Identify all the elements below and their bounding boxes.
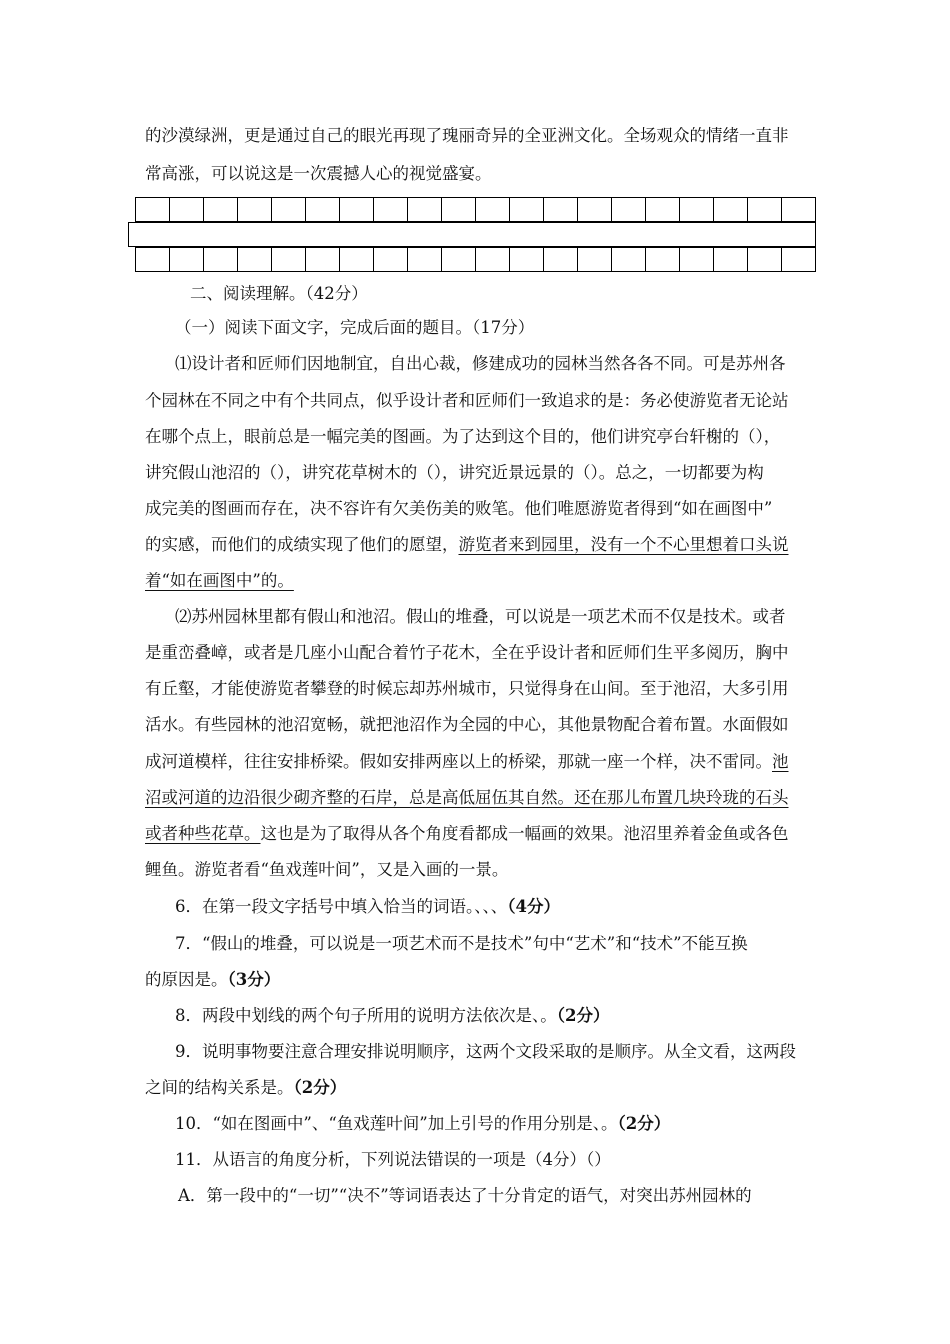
grid-cell[interactable] — [612, 247, 646, 272]
grid-cell[interactable] — [680, 197, 714, 222]
para2-line-3: 有丘壑，才能使游览者攀登的时候忘却苏州城市，只觉得身在山间。至于池沼，大多引用 — [145, 679, 789, 698]
para2-line-7 — [145, 822, 810, 846]
grid-cell[interactable] — [170, 247, 204, 272]
question-11: 11．从语言的角度分析，下列说法错误的一项是（4分）（） — [175, 1150, 611, 1169]
grid-cell[interactable] — [544, 197, 578, 222]
grid-row-bottom — [135, 247, 816, 272]
grid-cell[interactable] — [544, 247, 578, 272]
para1-line-1: ⑴设计者和匠师们因地制宜，自出心裁，修建成功的园林当然各各不同。可是苏州各 — [175, 354, 786, 373]
question-8 — [175, 1004, 810, 1028]
question-7-line-1: 7．“假山的堆叠，可以说是一项艺术而不是技术”句中“艺术”和“技术”不能互换 — [175, 934, 748, 953]
grid-cell[interactable] — [442, 247, 476, 272]
grid-row-top — [135, 197, 816, 222]
grid-cell[interactable] — [204, 247, 238, 272]
para2-line-5 — [145, 750, 810, 774]
para2-line-8: 鲤鱼。游览者看“鱼戏莲叶间”，又是入画的一景。 — [145, 860, 509, 879]
question-8-text: 8．两段中划线的两个句子所用的说明方法依次是、。 — [175, 1006, 557, 1025]
grid-cell[interactable] — [272, 247, 306, 272]
para1-line-5: 成完美的图画而存在，决不容许有欠美伤美的败笔。他们唯愿游览者得到“如在画图中” — [145, 499, 773, 518]
question-9-text: 之间的结构关系是。 — [145, 1078, 294, 1097]
grid-cell[interactable] — [646, 197, 680, 222]
grid-cell[interactable] — [238, 197, 272, 222]
grid-cell[interactable] — [408, 247, 442, 272]
grid-cell[interactable] — [612, 197, 646, 222]
section-title: 二、阅读理解。（42分） — [190, 284, 368, 303]
para1-line-6 — [145, 533, 810, 557]
question-9-line-2 — [145, 1076, 810, 1100]
grid-cell[interactable] — [714, 197, 748, 222]
grid-cell[interactable] — [476, 197, 510, 222]
question-9-line-1: 9．说明事物要注意合理安排说明顺序，这两个文段采取的是顺序。从全文看，这两段 — [175, 1042, 796, 1061]
grid-cell[interactable] — [748, 197, 782, 222]
grid-cell[interactable] — [374, 247, 408, 272]
grid-cell[interactable] — [340, 247, 374, 272]
grid-cell[interactable] — [782, 197, 816, 222]
para1-line-2: 个园林在不同之中有个共同点，似乎设计者和匠师们一致追求的是：务必使游览者无论站 — [145, 391, 789, 410]
grid-cell[interactable] — [408, 197, 442, 222]
para2-line-4: 活水。有些园林的池沼宽畅，就把池沼作为全园的中心，其他景物配合着布置。水面假如 — [145, 715, 789, 734]
grid-cell[interactable] — [340, 197, 374, 222]
grid-cell[interactable] — [238, 247, 272, 272]
grid-row-middle — [128, 222, 816, 247]
question-7-points: （3分） — [227, 970, 281, 989]
para1-underlined-sentence-start: 游览者来到园里，没有一个不心里想着口头说 — [458, 535, 789, 554]
grid-cell[interactable] — [476, 247, 510, 272]
question-7-line-2 — [145, 968, 810, 992]
grid-cell[interactable] — [374, 197, 408, 222]
grid-cell[interactable] — [306, 247, 340, 272]
intro-line-1: 的沙漠绿洲，更是通过自己的眼光再现了瑰丽奇异的全亚洲文化。全场观众的情绪一直非 — [145, 126, 789, 145]
question-6 — [175, 895, 810, 919]
grid-cell[interactable] — [204, 197, 238, 222]
question-6-text: 6．在第一段文字括号中填入恰当的词语。、、、 — [175, 897, 508, 916]
grid-cell[interactable] — [782, 247, 816, 272]
question-8-points: （2分） — [556, 1006, 610, 1025]
writing-grid[interactable] — [128, 197, 816, 277]
grid-cell[interactable] — [136, 247, 170, 272]
para2-line-1: ⑵苏州园林里都有假山和池沼。假山的堆叠，可以说是一项艺术而不仅是技术。或者 — [175, 607, 786, 626]
grid-cell[interactable] — [714, 247, 748, 272]
para2-line-2: 是重峦叠嶂，或者是几座小山配合着竹子花木，全在乎设计者和匠师们生平多阅历，胸中 — [145, 643, 789, 662]
question-7-text: 的原因是。 — [145, 970, 228, 989]
question-10-text: 10．“如在图画中”、“鱼戏莲叶间”加上引号的作用分别是、。 — [175, 1114, 618, 1133]
grid-cell[interactable] — [306, 197, 340, 222]
para2-underlined-sentence-start: 池 — [772, 752, 789, 771]
grid-cell[interactable] — [510, 197, 544, 222]
subsection-title: （一）阅读下面文字，完成后面的题目。（17分） — [175, 318, 535, 337]
question-10 — [175, 1112, 810, 1136]
para1-underlined-sentence-end: 着“如在画图中”的。 — [145, 571, 294, 590]
grid-cell[interactable] — [272, 197, 306, 222]
grid-cell[interactable] — [578, 247, 612, 272]
para2-underlined-sentence-end: 或者种些花草。 — [145, 824, 261, 843]
grid-cell[interactable] — [170, 197, 204, 222]
question-6-points: （4分） — [507, 897, 560, 916]
para1-line-4: 讲究假山池沼的（），讲究花草树木的（），讲究近景远景的（）。总之，一切都要为构 — [145, 463, 764, 482]
para1-line-6-plain: 的实感，而他们的成绩实现了他们的愿望， — [145, 535, 459, 554]
para1-line-3: 在哪个点上，眼前总是一幅完美的图画。为了达到这个目的，他们讲究亭台轩榭的（）， — [145, 427, 781, 446]
question-9-points: （2分） — [293, 1078, 347, 1097]
para2-line-5-plain: 成河道模样，往往安排桥梁。假如安排两座以上的桥梁，那就一座一个样，决不雷同。 — [145, 752, 772, 771]
grid-cell[interactable] — [578, 197, 612, 222]
grid-cell[interactable] — [680, 247, 714, 272]
grid-cell[interactable] — [136, 197, 170, 222]
grid-cell[interactable] — [510, 247, 544, 272]
intro-line-2: 常高涨，可以说这是一次震撼人心的视觉盛宴。 — [145, 164, 492, 183]
grid-cell[interactable] — [646, 247, 680, 272]
grid-cell[interactable] — [748, 247, 782, 272]
para2-underlined-sentence-middle: 沼或河道的边沿很少砌齐整的石岸，总是高低屈伍其自然。还在那儿布置几块玲珑的石头 — [145, 788, 789, 807]
question-10-points: （2分） — [617, 1114, 671, 1133]
grid-cell[interactable] — [442, 197, 476, 222]
para2-line-7-plain: 这也是为了取得从各个角度看都成一幅画的效果。池沼里养着金鱼或各色 — [260, 824, 789, 843]
question-11-option-a: A．第一段中的“一切”“决不”等词语表达了十分肯定的语气，对突出苏州园林的 — [178, 1186, 752, 1205]
